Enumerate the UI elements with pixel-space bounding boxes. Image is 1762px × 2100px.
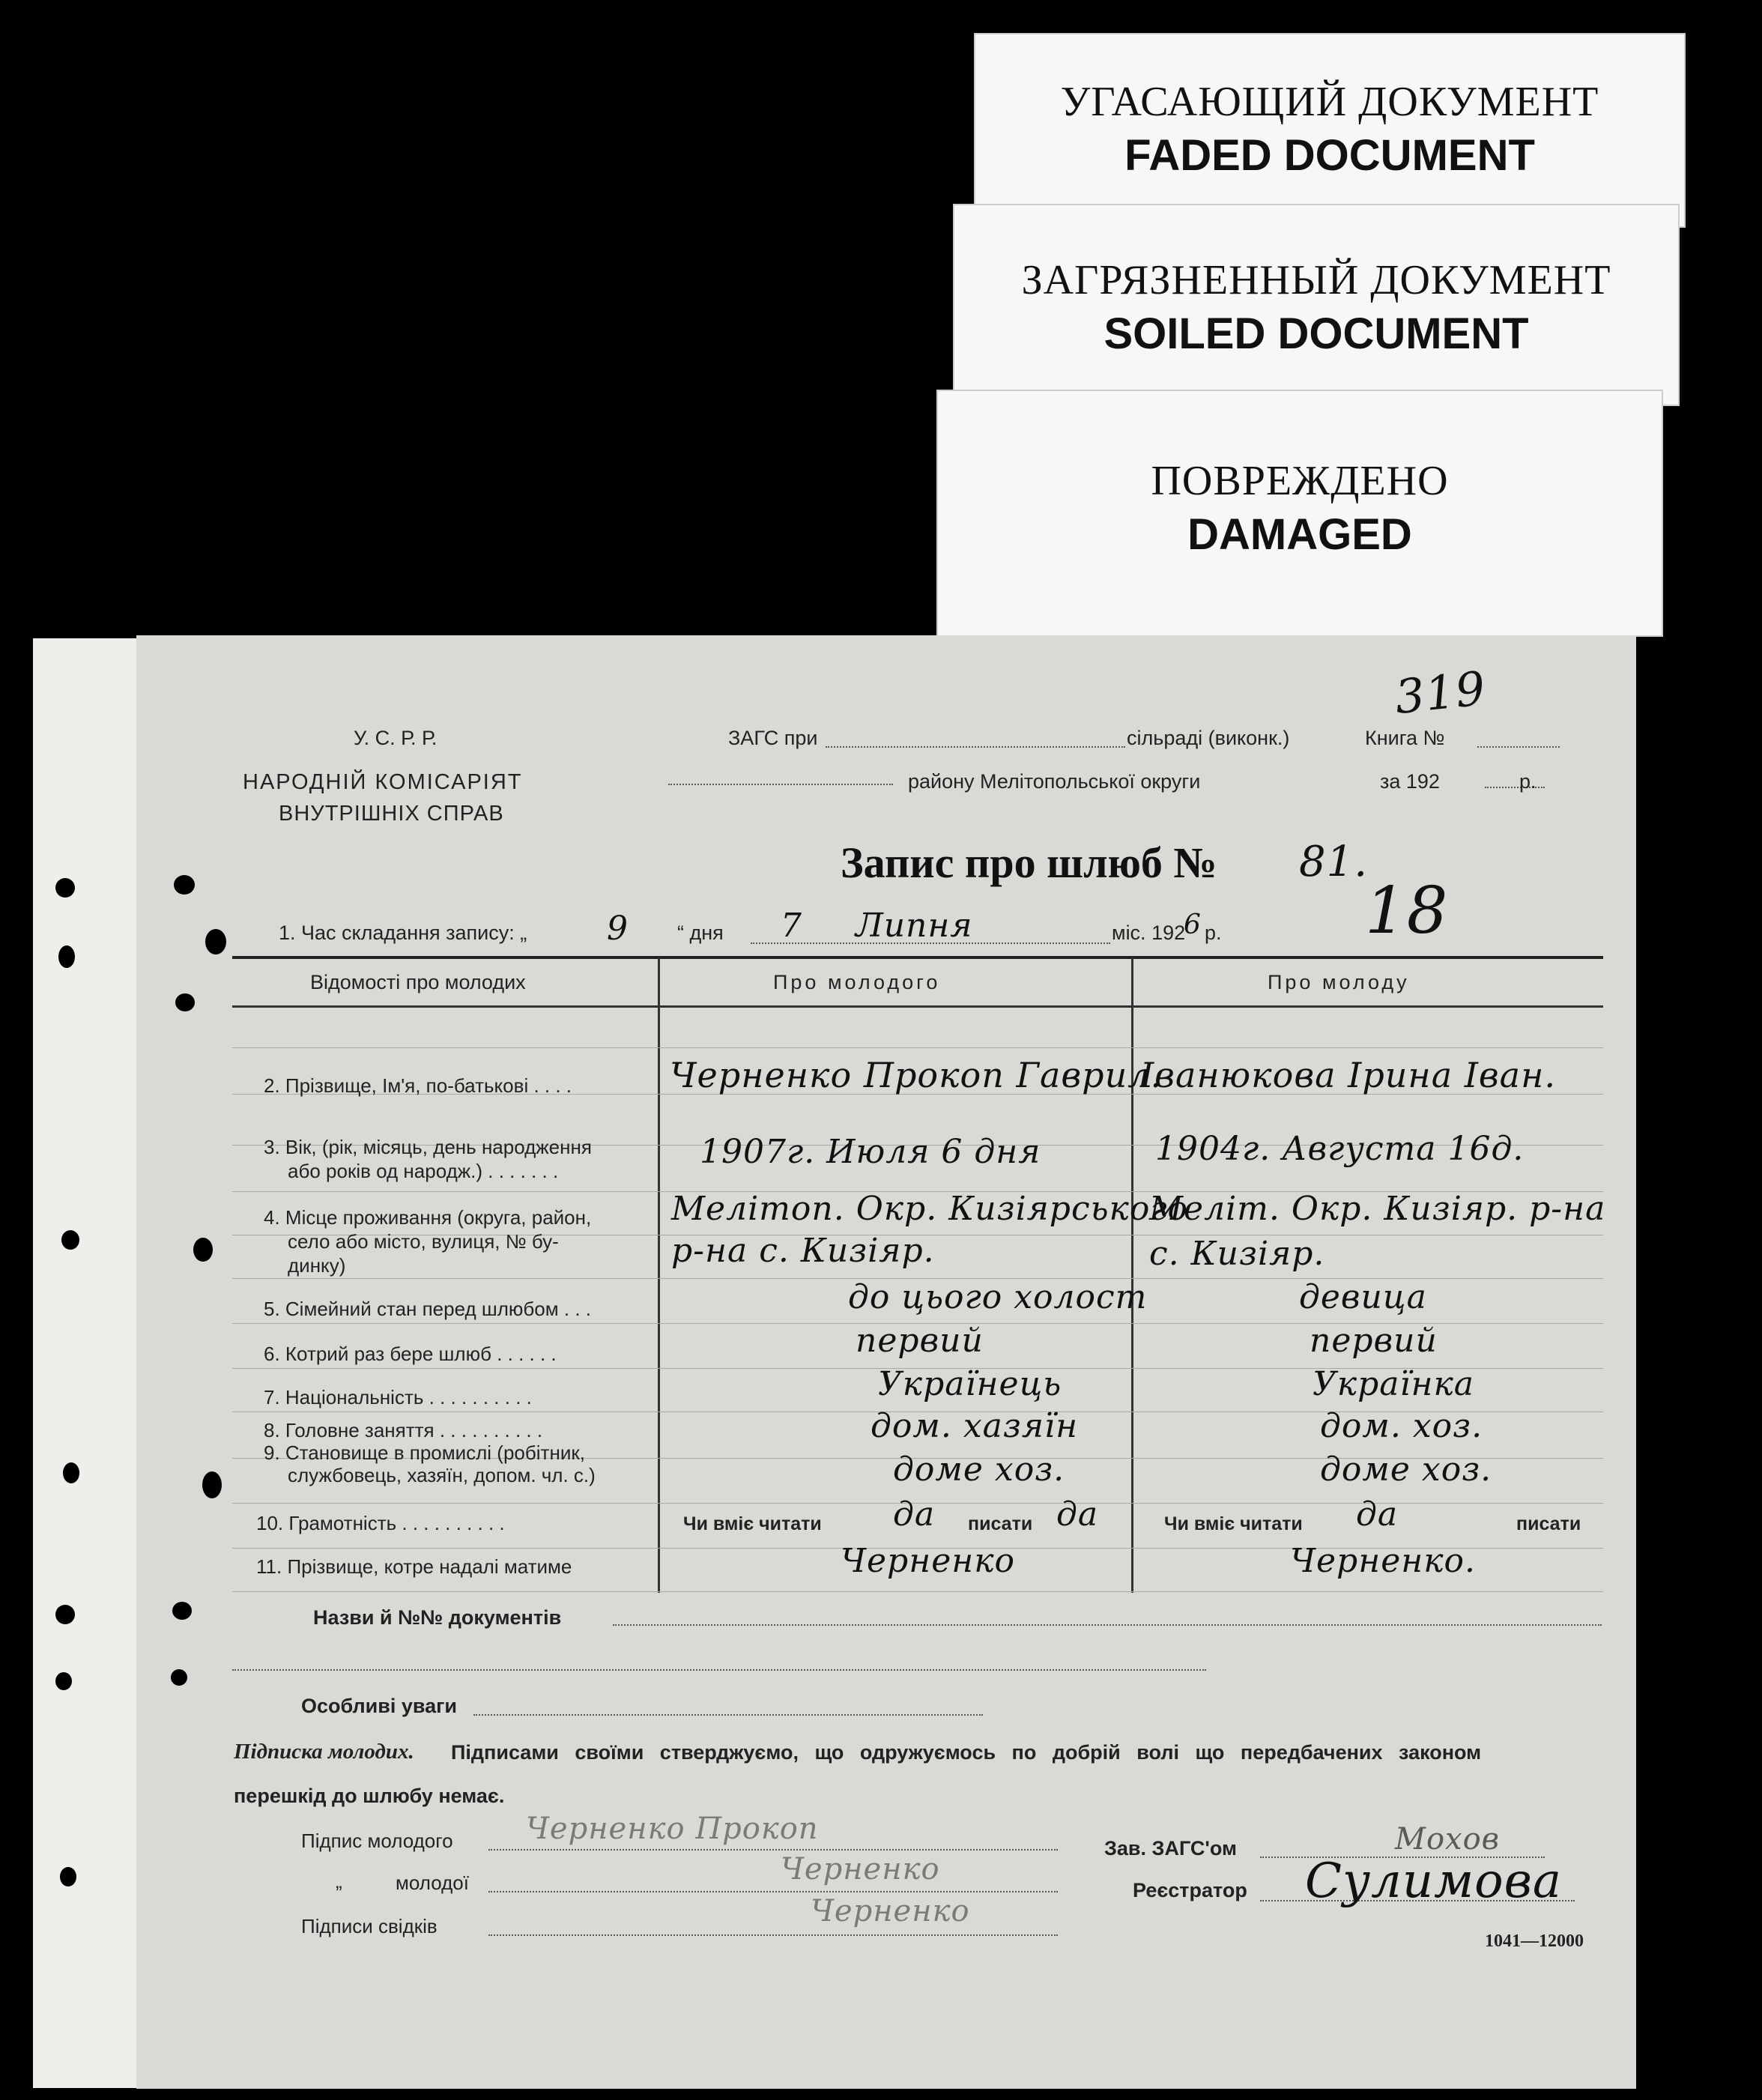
year-suffix: р. — [1519, 770, 1537, 793]
groom-full-name: Черненко Прокоп Гаврил. — [670, 1055, 1163, 1095]
pledge-heading: Підписка молодих. — [234, 1740, 414, 1764]
bride-marital-status: девица — [1299, 1278, 1427, 1316]
bride-signature-line — [488, 1891, 1058, 1892]
groom-signature-label: Підпис молодого — [301, 1830, 453, 1852]
groom-residence: Мелітоп. Окр. Кизіярського — [671, 1190, 1189, 1228]
row-6-label: 6. Котрий раз бере шлюб . . . . . . — [264, 1343, 557, 1365]
row-4-label-3: динку) — [288, 1254, 346, 1277]
punch-hole — [205, 929, 226, 954]
pledge-text-2: перешкід до шлюбу немає. — [234, 1785, 505, 1807]
punch-hole — [60, 1867, 76, 1886]
col-bride-header: Про молоду — [1268, 971, 1410, 993]
damaged-label-ru: ПОВРЕЖДЕНО — [1151, 458, 1449, 504]
row-8-label: 8. Головне заняття . . . . . . . . . . — [264, 1419, 543, 1441]
damaged-document-label — [936, 390, 1663, 637]
punch-hole — [174, 875, 195, 895]
month-suffix: міс. 192 — [1112, 922, 1186, 944]
bride-residence: Меліт. Окр. Кизіяр. р-на — [1149, 1190, 1606, 1228]
row-5-label: 5. Сімейний стан перед шлюбом . . . — [264, 1298, 591, 1320]
punch-hole — [172, 1602, 192, 1620]
bride-can-read: да — [1356, 1495, 1399, 1534]
bride-literacy-read-label: Чи вміє читати — [1164, 1513, 1303, 1534]
bride-full-name: Іванюкова Ірина Іван. — [1140, 1055, 1557, 1095]
table-divider-1 — [658, 957, 660, 1593]
print-code: 1041—12000 — [1485, 1931, 1584, 1951]
record-month: Липня — [856, 907, 973, 945]
bride-literacy-write-label: писати — [1516, 1513, 1581, 1534]
groom-future-surname: Черненко — [841, 1542, 1015, 1580]
col-groom-header: Про молодого — [773, 971, 941, 993]
row-7-label: 7. Національність . . . . . . . . . . — [264, 1386, 532, 1408]
faded-document-label — [974, 33, 1686, 228]
groom-signature-line — [488, 1849, 1058, 1851]
registrar-label: Реєстратор — [1133, 1879, 1247, 1901]
book-blank — [1477, 746, 1560, 748]
row-9-label: 9. Становище в промислі (робітник, — [264, 1441, 585, 1464]
row-4-label-2: село або місто, вулиця, № бу- — [288, 1230, 559, 1253]
col-info-header: Відомості про молодих — [310, 971, 526, 993]
bride-marriage-count: первий — [1310, 1322, 1438, 1360]
punch-hole — [193, 1238, 213, 1262]
punch-hole — [171, 1669, 187, 1686]
groom-literacy-write-label: писати — [968, 1513, 1033, 1534]
bride-occupation: дом. хоз. — [1320, 1407, 1483, 1445]
remarks-blank — [473, 1714, 983, 1716]
groom-can-read: да — [893, 1495, 936, 1534]
row-10-label: 10. Грамотність . . . . . . . . . . — [256, 1512, 505, 1534]
date-year-suffix: р. — [1205, 922, 1222, 944]
row-4-label: 4. Місце проживання (округа, район, — [264, 1206, 592, 1229]
table-header-border — [232, 1005, 1603, 1008]
groom-literacy-read-label: Чи вміє читати — [683, 1513, 822, 1534]
documents-blank-2 — [232, 1669, 1206, 1671]
for-year-label: за 192 — [1380, 770, 1440, 793]
row-9-label-2: службовець, хазяїн, допом. чл. с.) — [288, 1464, 596, 1486]
bride-residence-2: с. Кизіяр. — [1149, 1235, 1325, 1273]
registrar-signature: Сулимова — [1305, 1854, 1563, 1909]
groom-occupation: дом. хазяїн — [871, 1407, 1079, 1445]
bride-signature-quote: „ — [336, 1870, 342, 1892]
row-3-label-2: або років од народж.) . . . . . . . — [288, 1160, 559, 1182]
witnesses-signature-line — [488, 1934, 1058, 1936]
punch-hole — [61, 1230, 79, 1250]
groom-industry-status: доме хоз. — [893, 1450, 1065, 1489]
punch-hole — [175, 993, 195, 1011]
groom-signature: Черненко Прокоп — [526, 1812, 819, 1846]
record-number: 81. — [1299, 838, 1369, 886]
commissariat-line-1: НАРОДНІЙ КОМІСАРІЯТ — [243, 770, 523, 794]
record-title: Запис про шлюб № — [841, 838, 1217, 887]
record-year-digit: 6 — [1184, 910, 1202, 940]
ruling-line — [232, 1591, 1603, 1592]
table-divider-2 — [1131, 957, 1133, 1593]
punch-hole — [202, 1471, 222, 1498]
district-blank — [668, 784, 893, 785]
margin-number: 18 — [1365, 874, 1449, 948]
punch-hole — [63, 1462, 79, 1483]
punch-hole — [55, 1672, 72, 1690]
witness-signature: Черненко — [811, 1894, 970, 1928]
bride-nationality: Українка — [1313, 1365, 1475, 1403]
date-label: 1. Час складання запису: „ — [279, 922, 527, 944]
row-2-label: 2. Прізвище, Ім'я, по-батькові . . . . — [264, 1074, 572, 1097]
ussr-header: У. С. Р. Р. — [354, 727, 438, 749]
punch-hole — [58, 945, 75, 968]
binding-strip — [33, 638, 153, 2088]
day-word: “ дня — [677, 922, 724, 944]
bride-birth-date: 1904г. Августа 16д. — [1155, 1130, 1525, 1168]
ruling-line — [232, 1047, 1603, 1048]
witnesses-signature-label: Підписи свідків — [301, 1915, 438, 1937]
zags-head-signature: Мохов — [1395, 1822, 1500, 1857]
groom-birth-date: 1907г. Июля 6 дня — [700, 1133, 1041, 1171]
damaged-label-en: DAMAGED — [1187, 510, 1412, 559]
soiled-label-ru: ЗАГРЯЗНЕННЫЙ ДОКУМЕНТ — [1021, 257, 1611, 303]
bride-future-surname: Черненко. — [1290, 1542, 1476, 1580]
bride-signature: Черненко — [781, 1852, 940, 1886]
soiled-document-label — [953, 204, 1680, 406]
zags-suffix: сільраді (виконк.) — [1127, 727, 1290, 749]
soiled-label-en: SOILED DOCUMENT — [1103, 309, 1529, 358]
groom-marital-status: до цього холост — [848, 1278, 1148, 1316]
zags-blank — [826, 746, 1125, 748]
documents-blank — [613, 1624, 1602, 1626]
pledge-text: Підписами своїми стверджуємо, що одружуємось по добрій волі що передбачених законом — [451, 1741, 1482, 1764]
marriage-record-form — [136, 635, 1636, 2089]
zags-prefix: ЗАГС при — [728, 727, 818, 749]
zags-head-label: Зав. ЗАГС'ом — [1104, 1837, 1237, 1860]
remarks-label: Особливі уваги — [301, 1695, 457, 1717]
groom-can-write: да — [1056, 1495, 1099, 1534]
district-label: району Мелітопольської округи — [908, 770, 1201, 793]
row-3-label: 3. Вік, (рік, місяць, день народження — [264, 1136, 592, 1158]
book-label: Книга № — [1365, 727, 1445, 749]
archive-number: 319 — [1392, 660, 1489, 725]
commissariat-line-2: ВНУТРІШНІХ СПРАВ — [279, 802, 504, 826]
table-top-border — [232, 956, 1603, 959]
punch-hole — [55, 1605, 75, 1624]
faded-label-en: FADED DOCUMENT — [1124, 131, 1535, 180]
punch-hole — [55, 878, 75, 898]
groom-marriage-count: первий — [856, 1322, 984, 1360]
bride-signature-label: молодої — [396, 1871, 469, 1894]
record-day: 9 — [607, 910, 629, 948]
groom-residence-2: р-на с. Кизіяр. — [671, 1232, 935, 1270]
faded-label-ru: УГАСАЮЩИЙ ДОКУМЕНТ — [1060, 79, 1599, 125]
row-11-label: 11. Прізвище, котре надалі матиме — [256, 1555, 572, 1578]
groom-nationality: Українець — [878, 1365, 1062, 1403]
documents-label: Назви й №№ документів — [313, 1606, 562, 1629]
record-month-number: 7 — [781, 907, 802, 945]
bride-industry-status: доме хоз. — [1320, 1450, 1492, 1489]
